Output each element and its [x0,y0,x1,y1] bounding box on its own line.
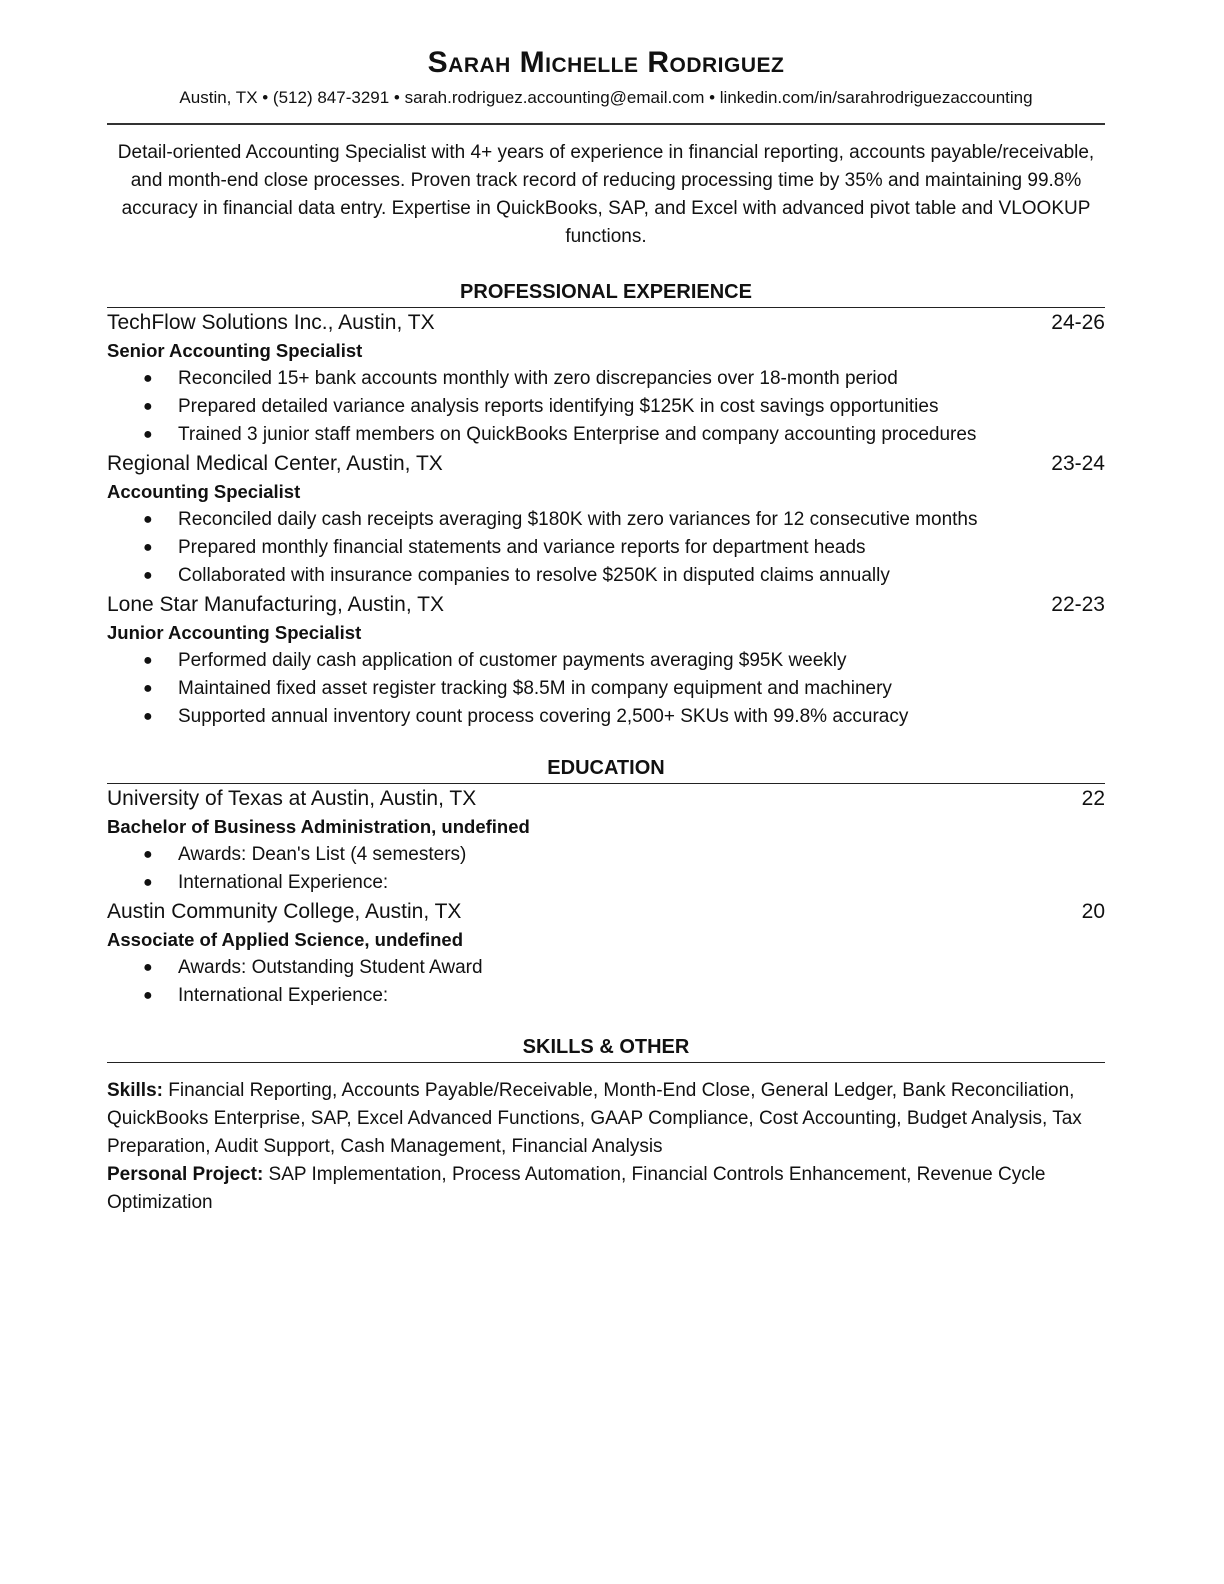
skills-section [107,1034,1105,1217]
degree: Associate of Applied Science, undefined [107,929,464,950]
education-section [107,755,1105,1010]
list-item: ● Supported annual inventory count process covering 2,500+ SKUs with 99.8% accuracy [107,703,1105,731]
degree: Bachelor of Business Administration, undefined [107,816,530,837]
bullet-icon: ● [143,652,153,669]
experience-section [107,279,1105,731]
bullet-icon: ● [143,680,153,697]
job-role: Junior Accounting Specialist [107,622,362,643]
bullet-icon: ● [143,874,153,891]
job-entry [107,590,1105,731]
list-item: ● Maintained fixed asset register tracking $8.5M in company equipment and machinery [107,675,1105,703]
list-item: ● Awards: Dean's List (4 semesters) [107,841,1105,869]
project-text: SAP Implementation, Process Automation, Financial Controls Enhancement, Revenue Cycle Optimization [107,1164,1046,1213]
summary: Detail-oriented Accounting Specialist with 4+ years of experience in financial reporting, accounts payable/receivable, and month-end close processes. Proven track record of reducing processing time by 35% and maintaining 99.8% accuracy in financial data entry. Expertise in QuickBooks, SAP, and Excel with advanced pivot table and VLOOKUP functions. [117,142,1095,247]
bullet-icon: ● [143,426,153,443]
job-org: Regional Medical Center, Austin, TX [107,452,443,475]
list-item: ● Collaborated with insurance companies to resolve $250K in disputed claims annually [107,562,1105,590]
job-dates: 22-23 [1051,593,1105,616]
job-role: Senior Accounting Specialist [107,340,363,361]
list-item: ● Prepared detailed variance analysis reports identifying $125K in cost savings opportunities [107,393,1105,421]
resume-page [107,0,1105,1217]
education-entry [107,897,1105,1010]
bullet-icon: ● [143,539,153,556]
bullet-icon: ● [143,567,153,584]
school-org: University of Texas at Austin, Austin, TX [107,787,477,810]
list-item: ● Awards: Outstanding Student Award [107,954,1105,982]
bullet-icon: ● [143,959,153,976]
skills-paragraph [107,1077,1105,1217]
school-org: Austin Community College, Austin, TX [107,900,462,923]
job-org: Lone Star Manufacturing, Austin, TX [107,593,444,616]
list-item: ● Reconciled 15+ bank accounts monthly with zero discrepancies over 18-month period [107,365,1105,393]
list-item: ● International Experience: [107,982,1105,1010]
job-dates: 23-24 [1051,452,1105,475]
list-item: ● Prepared monthly financial statements and variance reports for department heads [107,534,1105,562]
job-dates: 24-26 [1051,311,1105,334]
section-title: PROFESSIONAL EXPERIENCE [460,281,752,303]
job-entry [107,308,1105,449]
project-label: Personal Project: [107,1164,264,1185]
job-entry [107,449,1105,590]
bullet-icon: ● [143,846,153,863]
job-role: Accounting Specialist [107,481,301,502]
skills-text: Financial Reporting, Accounts Payable/Receivable, Month-End Close, General Ledger, Bank Reconciliation, QuickBooks Enterprise, SAP, Excel Advanced Functions, GAAP Compliance, Cost Accounting, Budget Analysis, Tax Preparation, Audit Support, Cash Management, Financial Analysis [107,1080,1082,1157]
bullet-icon: ● [143,398,153,415]
section-title: SKILLS & OTHER [522,1036,690,1058]
list-item: ● Trained 3 junior staff members on QuickBooks Enterprise and company accounting procedures [107,421,1105,449]
candidate-name: Sarah Michelle Rodriguez [427,46,785,79]
list-item: ● Performed daily cash application of customer payments averaging $95K weekly [107,647,1105,675]
bullet-icon: ● [143,370,153,387]
skills-label: Skills: [107,1080,163,1101]
list-item: ● Reconciled daily cash receipts averaging $180K with zero variances for 12 consecutive months [107,506,1105,534]
bullet-icon: ● [143,708,153,725]
bullet-icon: ● [143,987,153,1004]
contact-line: Austin, TX • (512) 847-3291 • sarah.rodriguez.accounting@email.com • linkedin.com/in/sarahrodriguezaccounting [179,88,1033,107]
bullet-icon: ● [143,511,153,528]
job-org: TechFlow Solutions Inc., Austin, TX [107,311,435,334]
section-divider [107,1062,1105,1063]
header-divider [107,123,1105,125]
section-title: EDUCATION [547,757,665,779]
education-entry [107,784,1105,897]
school-dates: 20 [1081,900,1105,923]
school-dates: 22 [1081,787,1105,810]
list-item: ● International Experience: [107,869,1105,897]
